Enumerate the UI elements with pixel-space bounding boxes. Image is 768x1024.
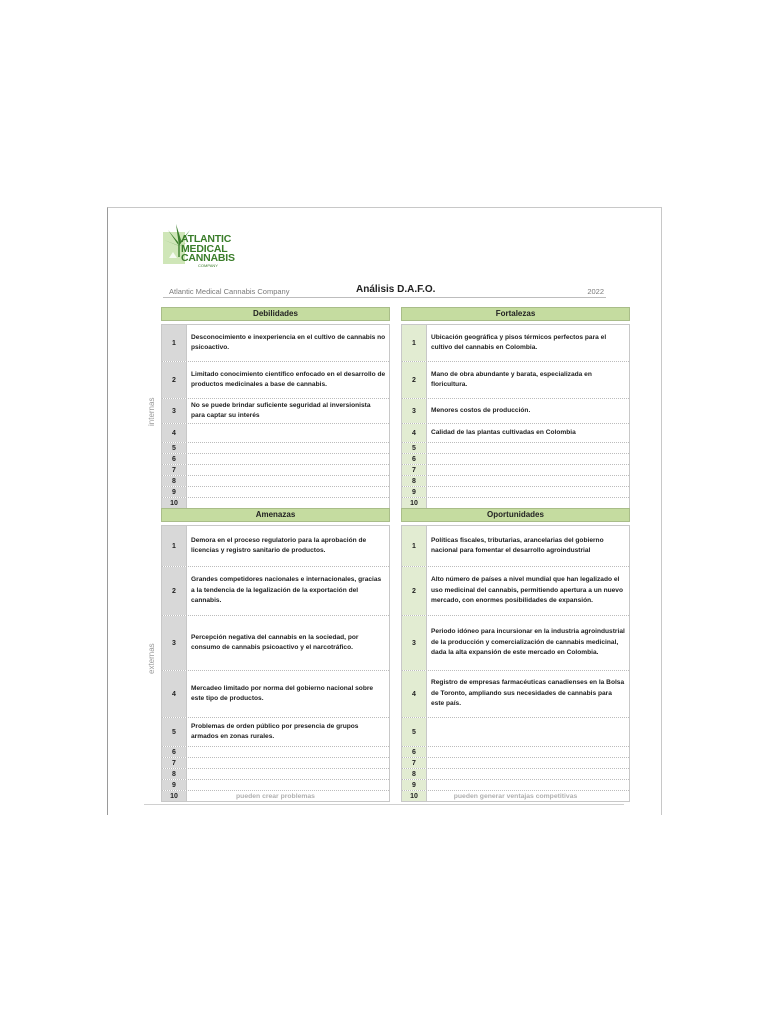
row-text: Mano de obra abundante y barata, especializada en floricultura.: [431, 370, 592, 388]
table-row: [402, 671, 629, 718]
row-number: 1: [402, 526, 427, 566]
divider: [144, 804, 624, 805]
row-number: 10: [402, 791, 427, 801]
row-number: 7: [162, 758, 187, 768]
table-row: [402, 424, 629, 443]
table-row: [402, 454, 629, 465]
table-row: [402, 325, 629, 362]
row-number: 5: [402, 718, 427, 746]
row-text: [427, 747, 629, 757]
row-number: 8: [402, 769, 427, 779]
panel-debilidades: [161, 307, 390, 510]
page-title: Análisis D.A.F.O.: [356, 284, 436, 295]
panel-title: Fortalezas: [401, 307, 630, 321]
row-text: Problemas de orden público por presencia de grupos armados en zonas rurales.: [191, 722, 359, 740]
logo-wordmark: ATLANTIC MEDICAL CANNABIS: [181, 233, 235, 264]
row-text: Menores costos de producción.: [431, 406, 531, 414]
row-text: [187, 747, 389, 757]
footer-note-right: pueden generar ventajas competitivas: [453, 793, 578, 800]
table-row: [162, 616, 389, 671]
table-row: [402, 399, 629, 424]
footer-note-left: pueden crear problemas: [236, 793, 315, 800]
table-row: [402, 567, 629, 616]
row-number: 6: [402, 747, 427, 757]
row-text: [427, 465, 629, 475]
table-row: [162, 399, 389, 424]
row-number: 5: [162, 443, 187, 453]
row-text: [427, 780, 629, 790]
row-text: Registro de empresas farmacéuticas canadienses en la Bolsa de Toronto, ampliando sus necesidades de cannabis para este país.: [431, 679, 625, 708]
row-number: 3: [402, 399, 427, 423]
table-row: [402, 780, 629, 791]
table-row: [402, 443, 629, 454]
table-row: [402, 718, 629, 747]
row-text: [187, 780, 389, 790]
side-label-internas: internas: [147, 397, 156, 426]
row-number: 9: [402, 780, 427, 790]
row-text: Desconocimiento e inexperiencia en el cultivo de cannabis no psicoactivo.: [191, 333, 386, 351]
row-text: Calidad de las plantas cultivadas en Colombia: [431, 428, 576, 436]
row-number: 5: [162, 718, 187, 746]
table-row: [162, 718, 389, 747]
row-number: 6: [402, 454, 427, 464]
company-name: Atlantic Medical Cannabis Company: [169, 287, 290, 296]
panel-rows: [161, 324, 390, 510]
row-text: [427, 476, 629, 486]
row-number: 6: [162, 454, 187, 464]
table-row: [162, 526, 389, 567]
row-text: [427, 718, 629, 746]
row-text: [427, 487, 629, 497]
table-row: [402, 476, 629, 487]
table-row: [162, 747, 389, 758]
table-row: [402, 758, 629, 769]
row-text: Percepción negativa del cannabis en la sociedad, por consumo de cannabis psicoactivo y el narcotráfico.: [191, 633, 359, 651]
row-number: 7: [402, 465, 427, 475]
row-number: 1: [402, 325, 427, 361]
row-number: 7: [402, 758, 427, 768]
panel-oportunidades: [401, 508, 630, 802]
row-number: 3: [162, 616, 187, 670]
table-row: [402, 769, 629, 780]
row-number: 9: [162, 780, 187, 790]
table-row: [162, 424, 389, 443]
row-number: 10: [402, 498, 427, 509]
document-header: [163, 284, 606, 298]
table-row: [162, 758, 389, 769]
row-text: Grandes competidores nacionales e internacionales, gracias a la tendencia de la legalización de la exportación del cannabis.: [191, 576, 382, 605]
row-text: Ubicación geográfica y pisos térmicos perfectos para el cultivo del cannabis en Colombia.: [431, 333, 607, 351]
panel-rows: [401, 324, 630, 510]
table-row: [162, 465, 389, 476]
row-number: 9: [402, 487, 427, 497]
row-text: [187, 758, 389, 768]
table-row: [162, 454, 389, 465]
row-text: Políticas fiscales, tributarias, arancelarias del gobierno nacional para fomentar el desarrollo agroindustrial: [431, 536, 604, 554]
row-text: Periodo idóneo para incursionar en la industria agroindustrial de la producción y comercialización de cannabis medicinal, dada la alta expansión de este mercado en Colombia.: [431, 628, 625, 657]
row-number: 2: [402, 567, 427, 615]
row-number: 3: [162, 399, 187, 423]
row-number: 4: [162, 671, 187, 717]
table-row: [162, 487, 389, 498]
side-label-externas: externas: [147, 643, 156, 674]
row-number: 2: [162, 567, 187, 615]
row-number: 8: [402, 476, 427, 486]
row-text: [427, 769, 629, 779]
table-row: [162, 443, 389, 454]
row-text: [187, 424, 389, 442]
row-text: [187, 454, 389, 464]
table-row: [162, 325, 389, 362]
row-number: 8: [162, 769, 187, 779]
row-number: 8: [162, 476, 187, 486]
panel-title: Debilidades: [161, 307, 390, 321]
table-row: [162, 780, 389, 791]
panel-fortalezas: [401, 307, 630, 510]
row-number: 5: [402, 443, 427, 453]
row-number: 1: [162, 526, 187, 566]
row-text: [187, 443, 389, 453]
table-row: [402, 747, 629, 758]
panel-title: Oportunidades: [401, 508, 630, 522]
row-number: 2: [162, 362, 187, 398]
row-text: Alto número de países a nivel mundial que han legalizado el uso medicinal del cannabis, permitiendo apertura a un nuevo mercado, con enormes posibilidades de expansión.: [431, 576, 623, 605]
document-year: 2022: [587, 287, 604, 296]
row-number: 3: [402, 616, 427, 670]
table-row: [402, 362, 629, 399]
row-text: Mercadeo limitado por norma del gobierno nacional sobre este tipo de productos.: [191, 684, 374, 702]
row-text: [187, 769, 389, 779]
row-text: [427, 758, 629, 768]
table-row: [402, 616, 629, 671]
row-text: [187, 476, 389, 486]
row-number: 9: [162, 487, 187, 497]
panel-amenazas: [161, 508, 390, 802]
table-row: [162, 476, 389, 487]
row-text: [427, 443, 629, 453]
logo-subtitle: COMPANY: [198, 263, 218, 268]
table-row: [402, 526, 629, 567]
table-row: [162, 362, 389, 399]
row-number: 10: [162, 791, 187, 801]
row-number: 7: [162, 465, 187, 475]
row-text: [187, 465, 389, 475]
row-number: 10: [162, 498, 187, 509]
row-number: 4: [402, 424, 427, 442]
row-text: [187, 487, 389, 497]
table-row: [402, 487, 629, 498]
panel-title: Amenazas: [161, 508, 390, 522]
row-number: 2: [402, 362, 427, 398]
row-number: 1: [162, 325, 187, 361]
row-number: 4: [402, 671, 427, 717]
panel-rows: [401, 525, 630, 802]
table-row: [162, 567, 389, 616]
table-row: [402, 465, 629, 476]
panel-rows: [161, 525, 390, 802]
row-text: Demora en el proceso regulatorio para la aprobación de licencias y registro sanitario de productos.: [191, 536, 367, 554]
row-text: [427, 454, 629, 464]
row-text: No se puede brindar suficiente seguridad al inversionista para captar su interés: [191, 401, 371, 419]
row-number: 4: [162, 424, 187, 442]
row-text: Limitado conocimiento científico enfocado en el desarrollo de productos medicinales a base de cannabis.: [191, 370, 386, 388]
table-row: [162, 769, 389, 780]
row-number: 6: [162, 747, 187, 757]
table-row: [162, 671, 389, 718]
